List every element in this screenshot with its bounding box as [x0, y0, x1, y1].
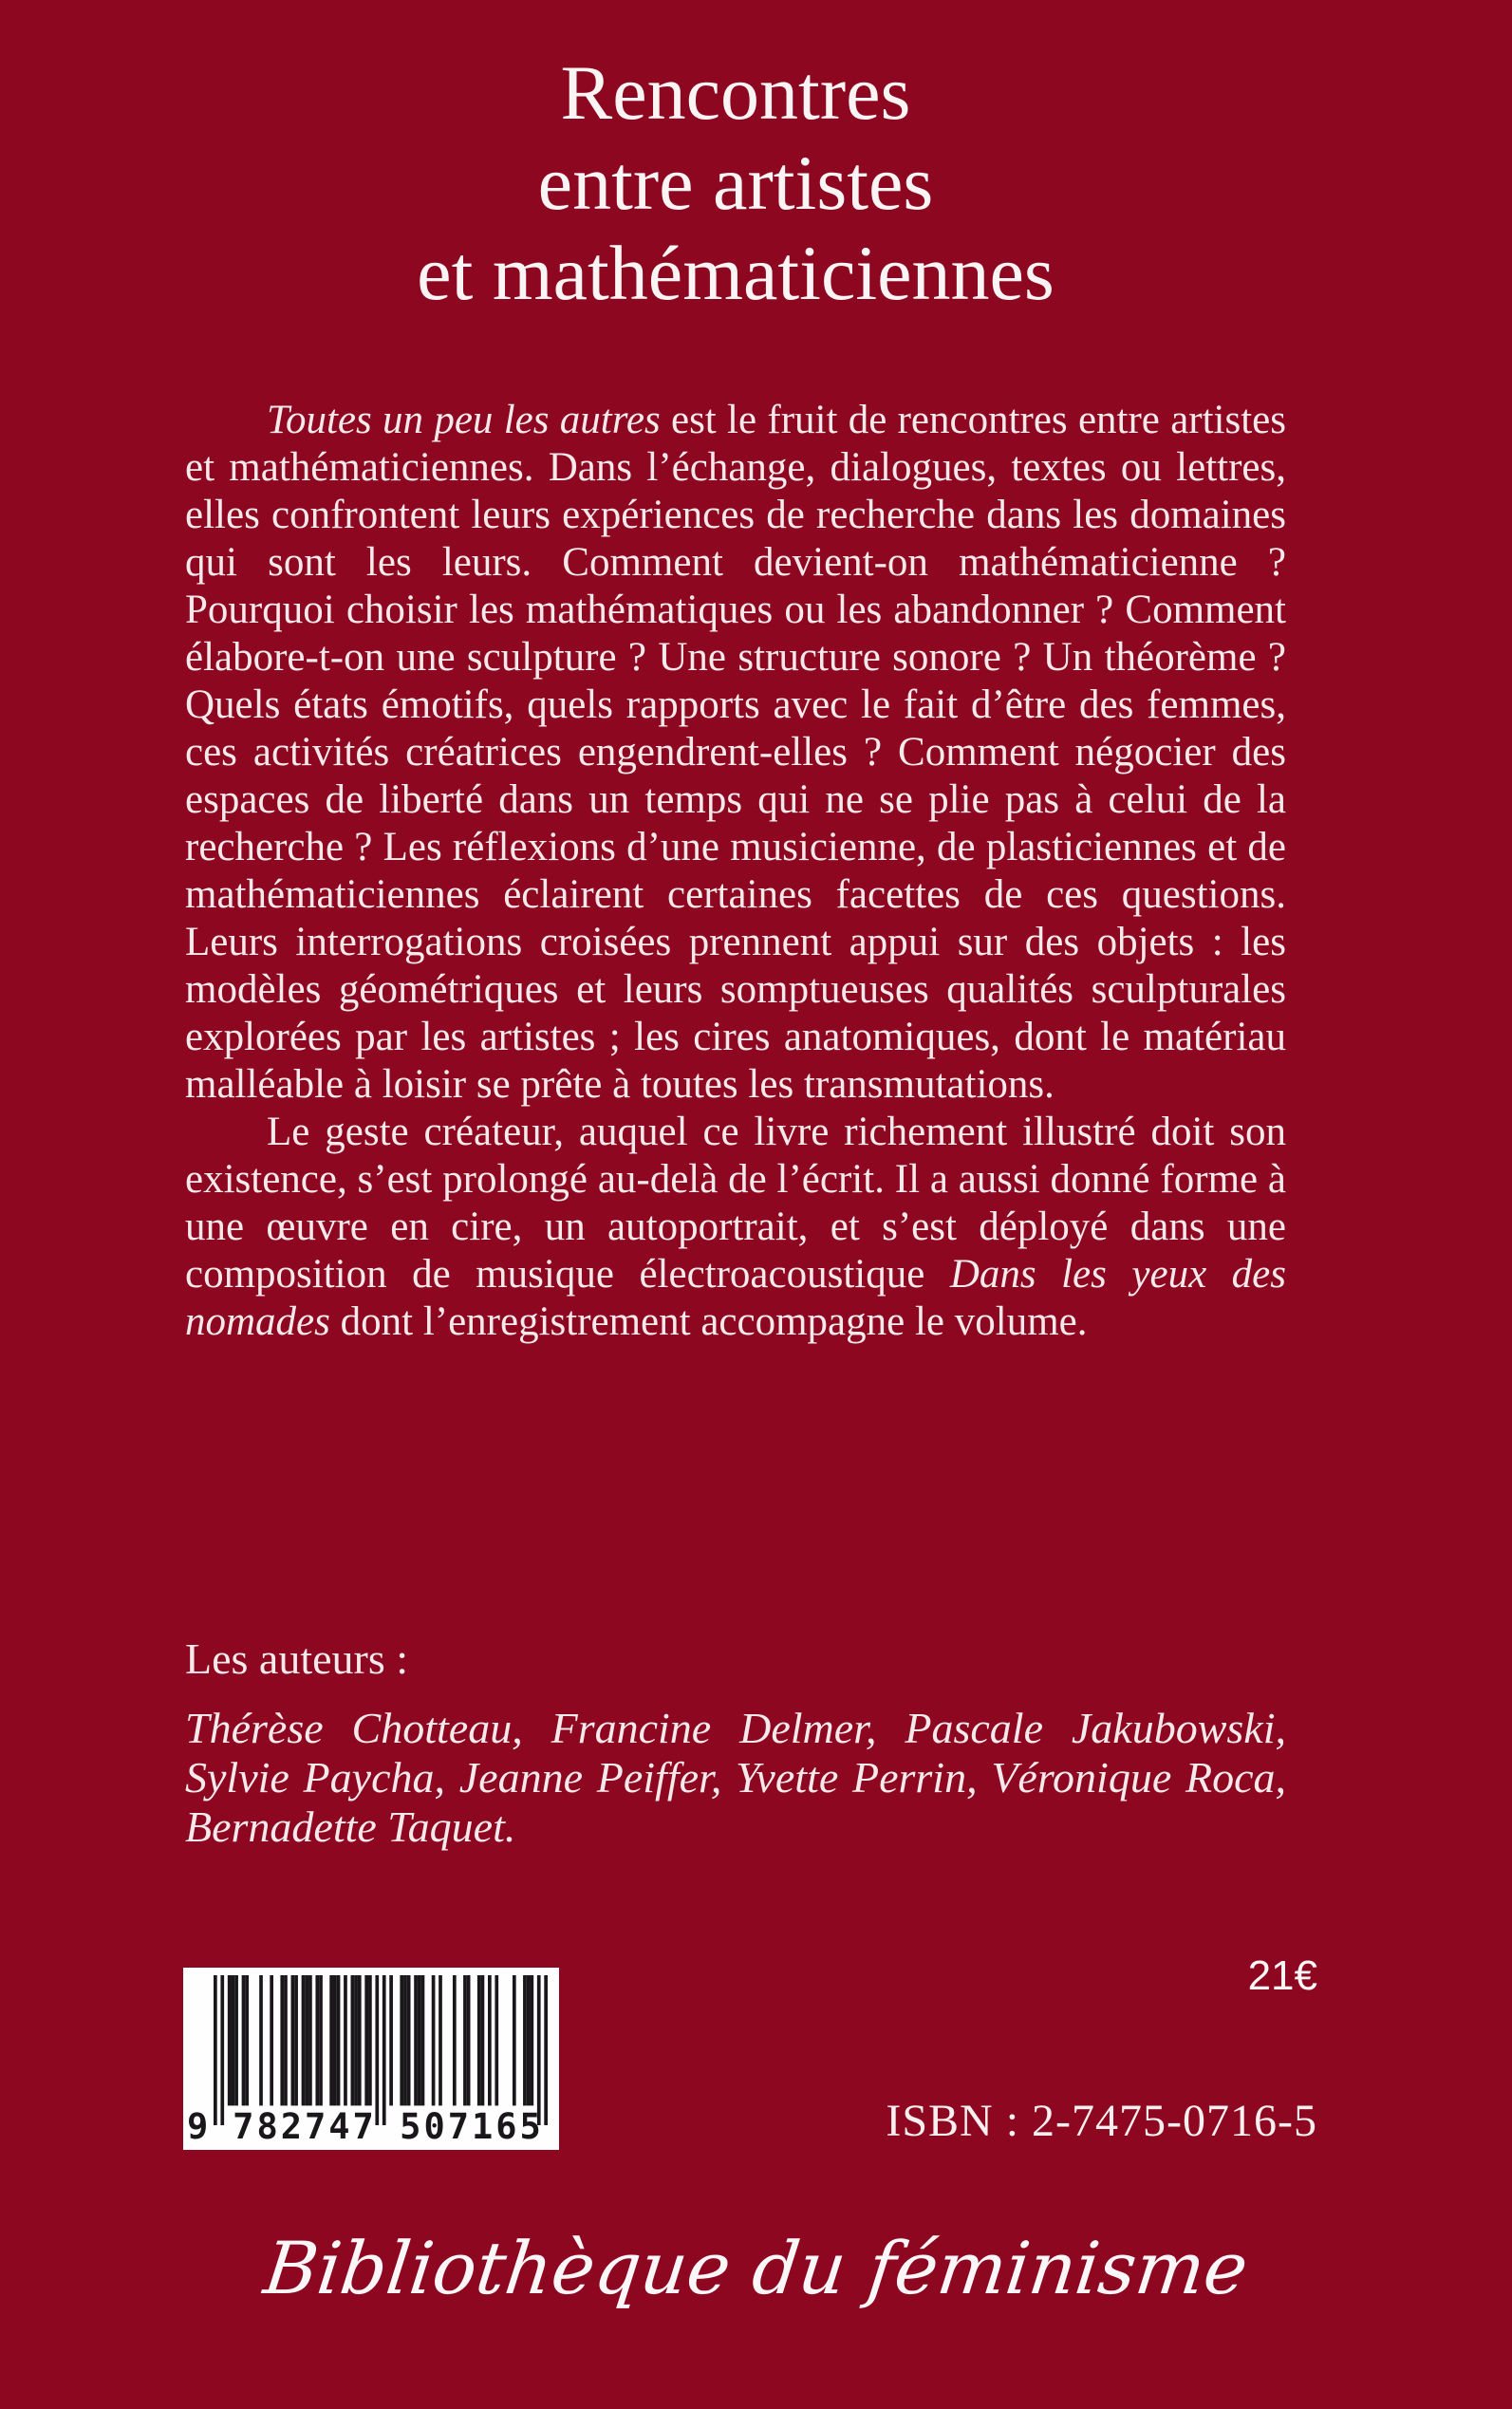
ean13-barcode — [214, 1975, 548, 2125]
isbn: ISBN : 2-7475-0716-5 — [886, 2096, 1317, 2146]
blurb-paragraph — [185, 1109, 1286, 1346]
barcode-right-group: 507165 — [400, 2106, 544, 2147]
blurb-paragraph — [185, 397, 1286, 1109]
barcode-panel — [183, 1968, 559, 2150]
barcode-left-group: 782747 — [233, 2106, 377, 2147]
text-run: Le geste créateur, auquel ce livre richement illustré doit son existence, s’est prolongé au-delà de l’écrit. Il a aussi donné forme à une œuvre en cire, un autoportrait, et s’est déployé dans une composition de musique électroacoustique — [185, 1110, 1286, 1297]
text-run: Dans les yeux des nomades — [185, 1252, 1286, 1344]
authors-names: Thérèse Chotteau, Francine Delmer, Pascale Jakubowski, Sylvie Paycha, Jeanne Peiffer, Yvette Perrin, Véronique Roca, Bernadette Taquet. — [185, 1704, 1286, 1851]
title-line: et mathématiciennes — [417, 230, 1055, 316]
text-run: dont l’enregistrement accompagne le volume. — [329, 1299, 1088, 1344]
book-title — [185, 47, 1286, 318]
collection-name: Bibliothèque du féminisme — [259, 2226, 1253, 2310]
authors-heading: Les auteurs : — [185, 1634, 409, 1683]
price: 21€ — [1247, 1952, 1317, 1999]
title-line: entre artistes — [537, 140, 934, 226]
blurb — [185, 397, 1286, 1346]
title-line: Rencontres — [560, 49, 911, 136]
text-run: Toutes un peu les autres — [267, 398, 661, 442]
text-run: est le fruit de rencontres entre artistes et mathématiciennes. Dans l’échange, dialogues, textes ou lettres, elles confrontent leurs expériences de recherche dans les domaines qui sont les leurs. Comment devient-on mathématicienne ? Pourquoi choisir les mathématiques ou les abandonner ? Comment élabore-t-on une sculpture ? Une structure sonore ? Un théorème ? Quels états émotifs, quels rapports avec le fait d’être des femmes, ces activités créatrices engendrent-elles ? Comment négocier des espaces de liberté dans un temps qui ne se plie pas à celui de la recherche ? Les réflexions d’une musicienne, de plasticiennes et de mathématiciennes éclairent certaines facettes de ces questions. Leurs interrogations croisées prennent appui sur des objets : les modèles géométriques et leurs somptueuses qualités sculpturales explorées par les artistes ; les cires anatomiques, dont le matériau malléable à loisir se prête à toutes les transmutations. — [185, 398, 1286, 1107]
barcode-first-digit: 9 — [187, 2106, 209, 2147]
barcode-digits — [183, 2106, 559, 2148]
